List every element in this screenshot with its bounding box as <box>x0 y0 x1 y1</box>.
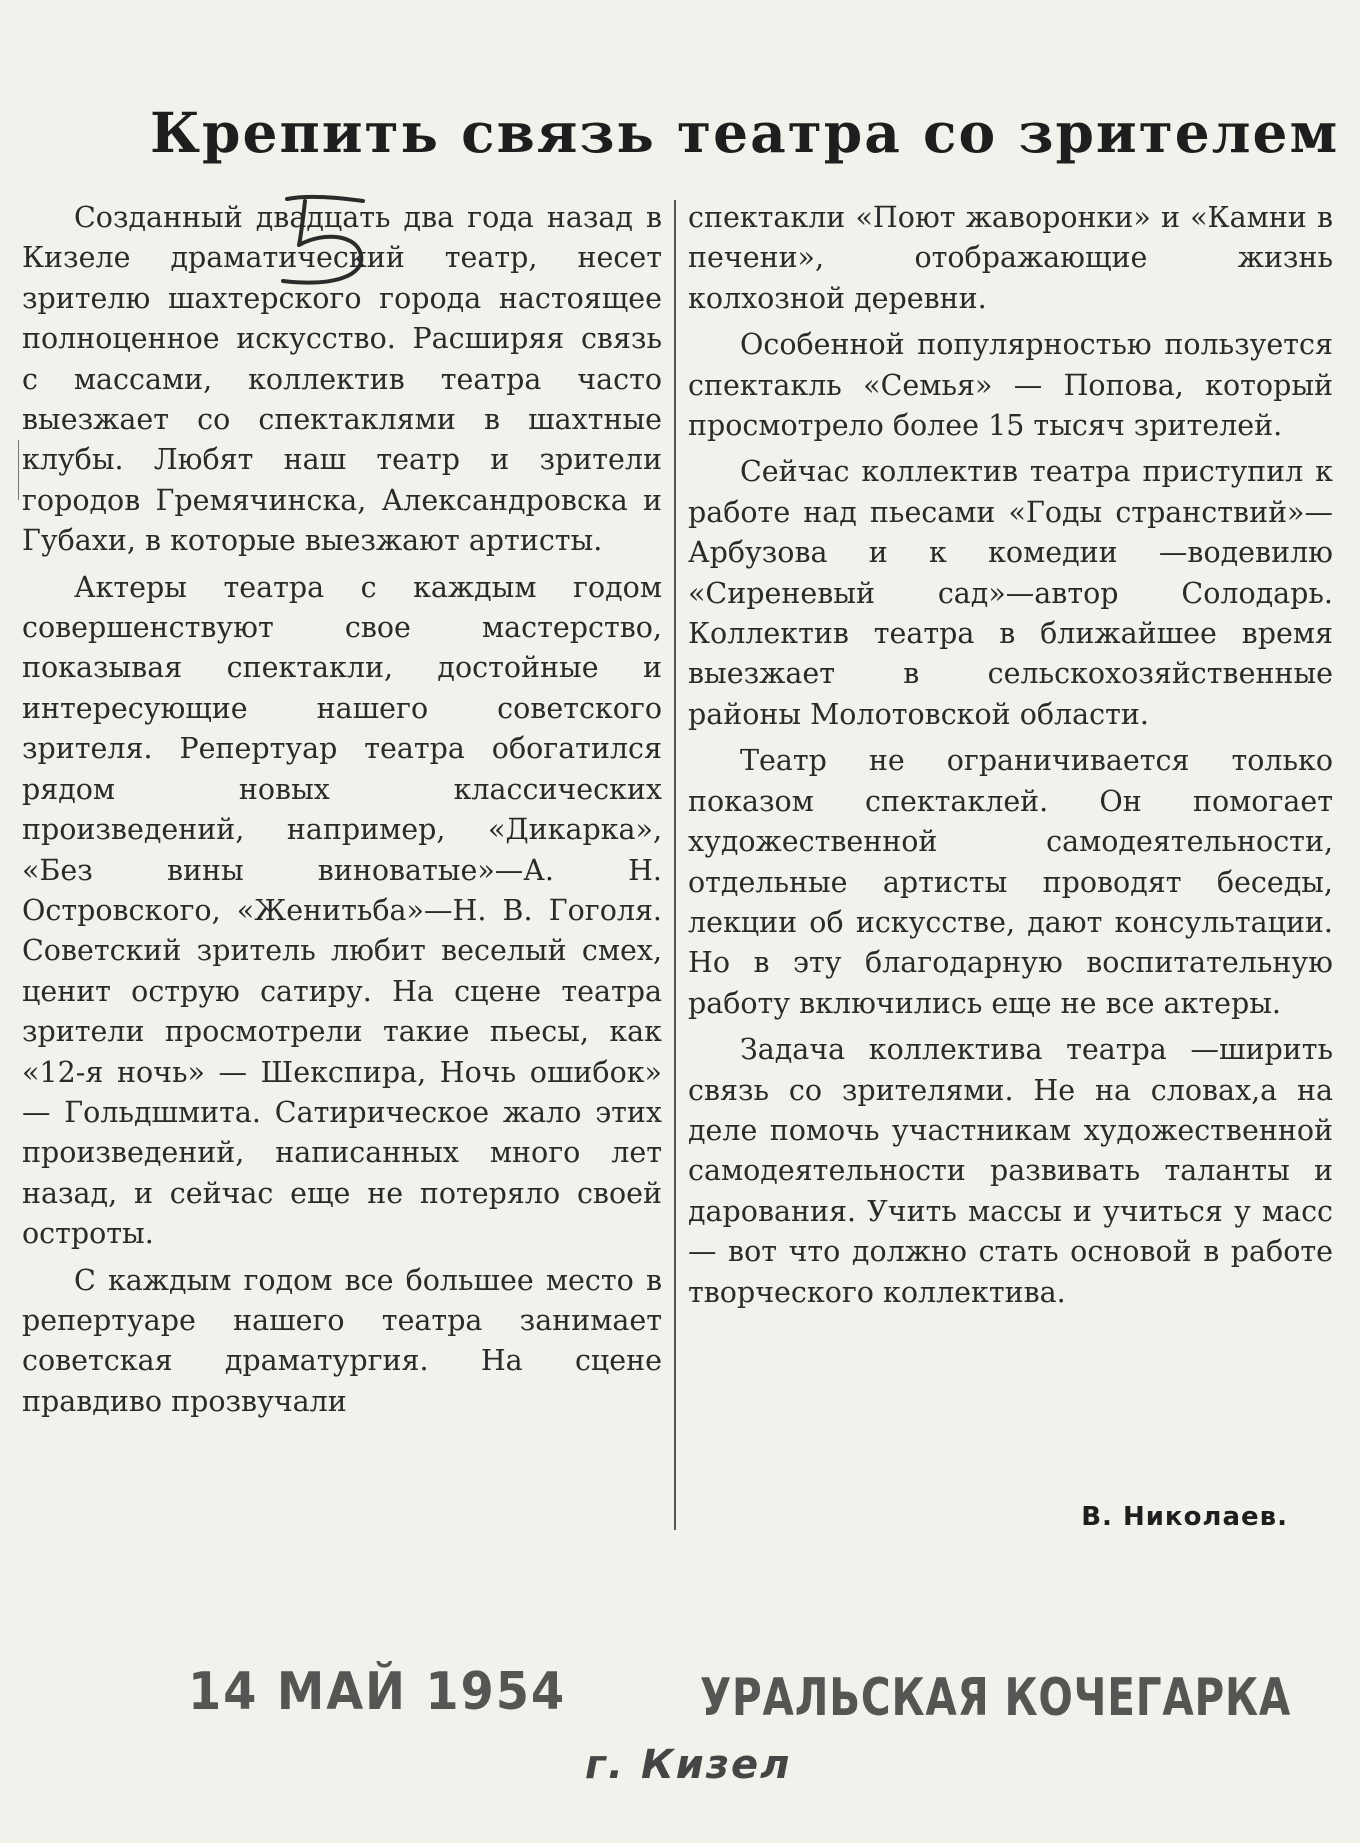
paragraph: Актеры театра с каждым годом совершенствуют свое мастерство, показывая спектакли, достойные и интересующие нашего советского зрителя. Репертуар театра обогатился рядом новых классических произведений, например, «Дикарка», «Без вины виноватые»—А. Н. Островского, «Женитьба»—Н. В. Гоголя. Советский зритель любит веселый смех, ценит острую сатиру. На сцене театра зрители просмотрели такие пьесы, как «12-я ночь» — Шекспира, Ночь ошибок» — Гольдшмита. Сатирическое жало этих произведений, написанных много лет назад, и сейчас еще не потеряло своей остроты. <box>22 570 662 1251</box>
paragraph: С каждым годом все большее место в репертуаре нашего театра занимает советская драматургия. На сцене правдиво прозвучали <box>22 1263 662 1418</box>
paragraph: спектакли «Поют жаворонки» и «Камни в печени», отображающие жизнь колхозной деревни. <box>688 201 1333 315</box>
stamp-city: г. Кизел <box>585 1742 792 1788</box>
article-headline: Крепить связь театра со зрителем <box>150 100 1340 165</box>
paragraph: Созданный двадцать два года назад в Кизеле драматический театр, несет зрителю шахтерского города настоящее полноценное искусство. Расширяя связь с массами, коллектив театра часто выезжает со спектаклями в шахтные клубы. Любят наш театр и зрители городов Гремячинска, Александровска и Губахи, в которые выезжают артисты. <box>22 201 662 558</box>
margin-mark <box>18 440 19 500</box>
article-column-right <box>688 198 1333 1319</box>
author-signature: В. Николаев. <box>1081 1502 1288 1532</box>
article-column-left <box>22 198 662 1428</box>
stamp-date: 14 МАЙ 1954 <box>188 1662 566 1722</box>
paragraph: Особенной популярностью пользуется спектакль «Семья» — Попова, который просмотрело более 15 тысяч зрителей. <box>688 328 1333 443</box>
paragraph: Сейчас коллектив театра приступил к работе над пьесами «Годы странствий»—Арбузова и к комедии —водевилю «Сиреневый сад»—автор Солодарь. Коллектив театра в ближайшее время выезжает в сельскохозяйственные районы Молотовской области. <box>688 455 1333 731</box>
paragraph: Задача коллектива театра —ширить связь со зрителями. Не на словах,а на деле помочь участникам художественной самодеятельности развивать таланты и дарования. Учить массы и учиться у масс — вот что должно стать основой в работе творческого коллектива. <box>688 1033 1333 1309</box>
paragraph: Театр не ограничивается только показом спектаклей. Он помогает художественной самодеятельности, отдельные артисты проводят беседы, лекции об искусстве, дают консультации. Но в эту благодарную воспитательную работу включились еще не все актеры. <box>688 744 1333 1020</box>
stamp-newspaper-name: УРАЛЬСКАЯ КОЧЕГАРКА <box>700 1668 1292 1728</box>
column-divider <box>674 200 676 1530</box>
